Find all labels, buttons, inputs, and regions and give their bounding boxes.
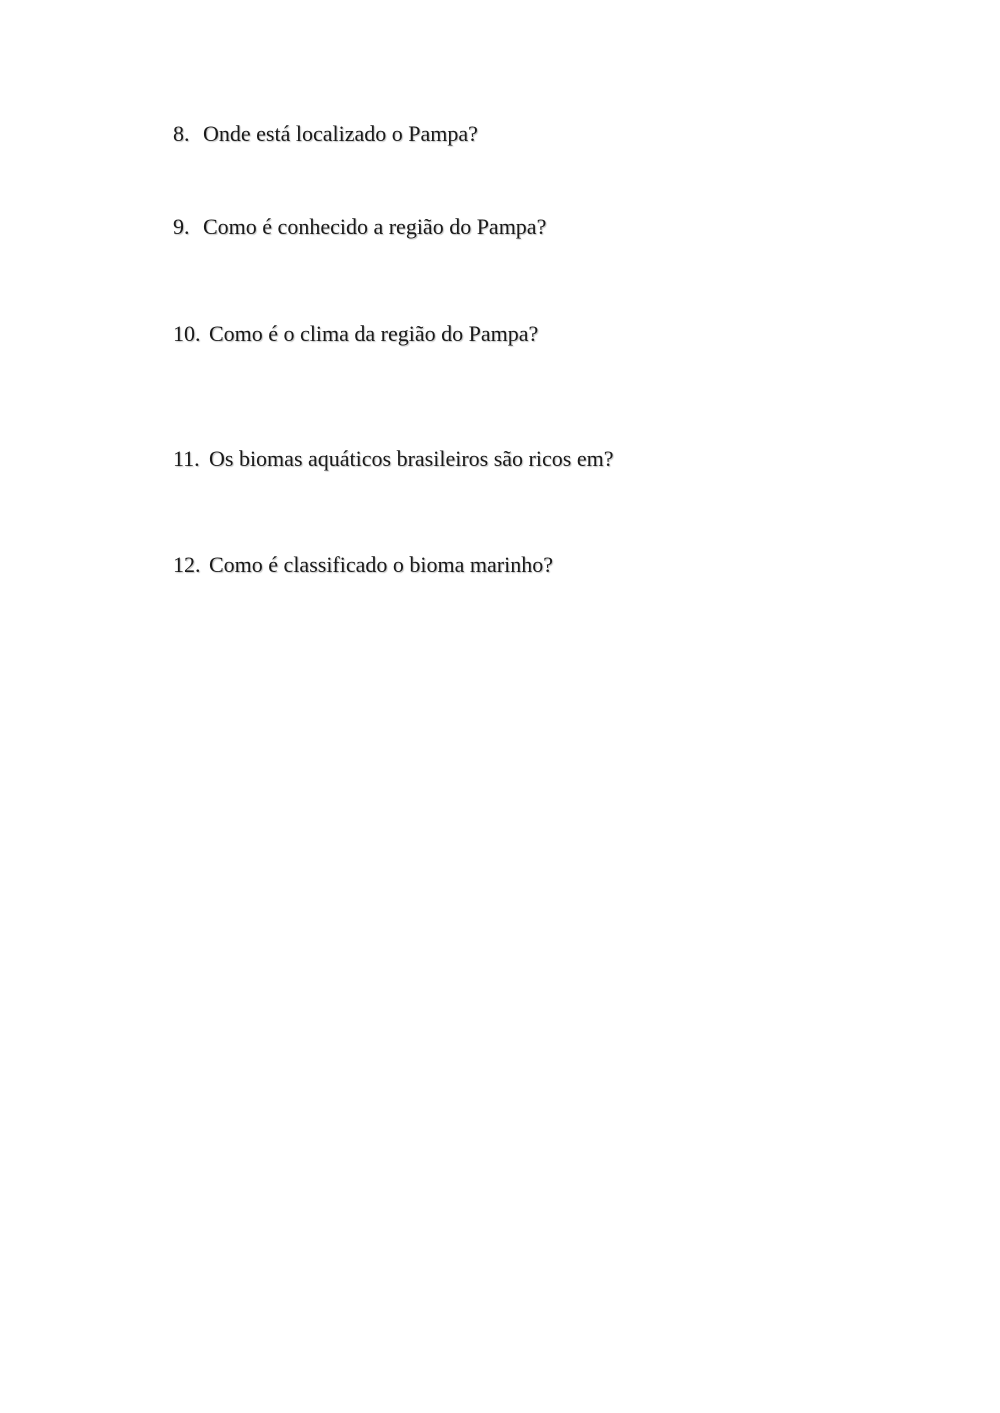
question-text: Como é o clima da região do Pampa?	[209, 321, 539, 346]
question-8	[173, 121, 478, 147]
question-12	[173, 552, 553, 578]
question-number: 8.	[173, 121, 190, 146]
question-11	[173, 446, 613, 472]
question-number: 9.	[173, 214, 190, 239]
question-text: Os biomas aquáticos brasileiros são ricos em?	[209, 446, 614, 471]
question-text: Onde está localizado o Pampa?	[203, 121, 478, 146]
question-number: 10.	[173, 321, 201, 346]
question-10	[173, 321, 538, 347]
question-number: 11.	[173, 446, 200, 471]
question-number: 12.	[173, 552, 201, 577]
question-9	[173, 214, 546, 240]
question-text: Como é conhecido a região do Pampa?	[203, 214, 547, 239]
question-text: Como é classificado o bioma marinho?	[209, 552, 553, 577]
